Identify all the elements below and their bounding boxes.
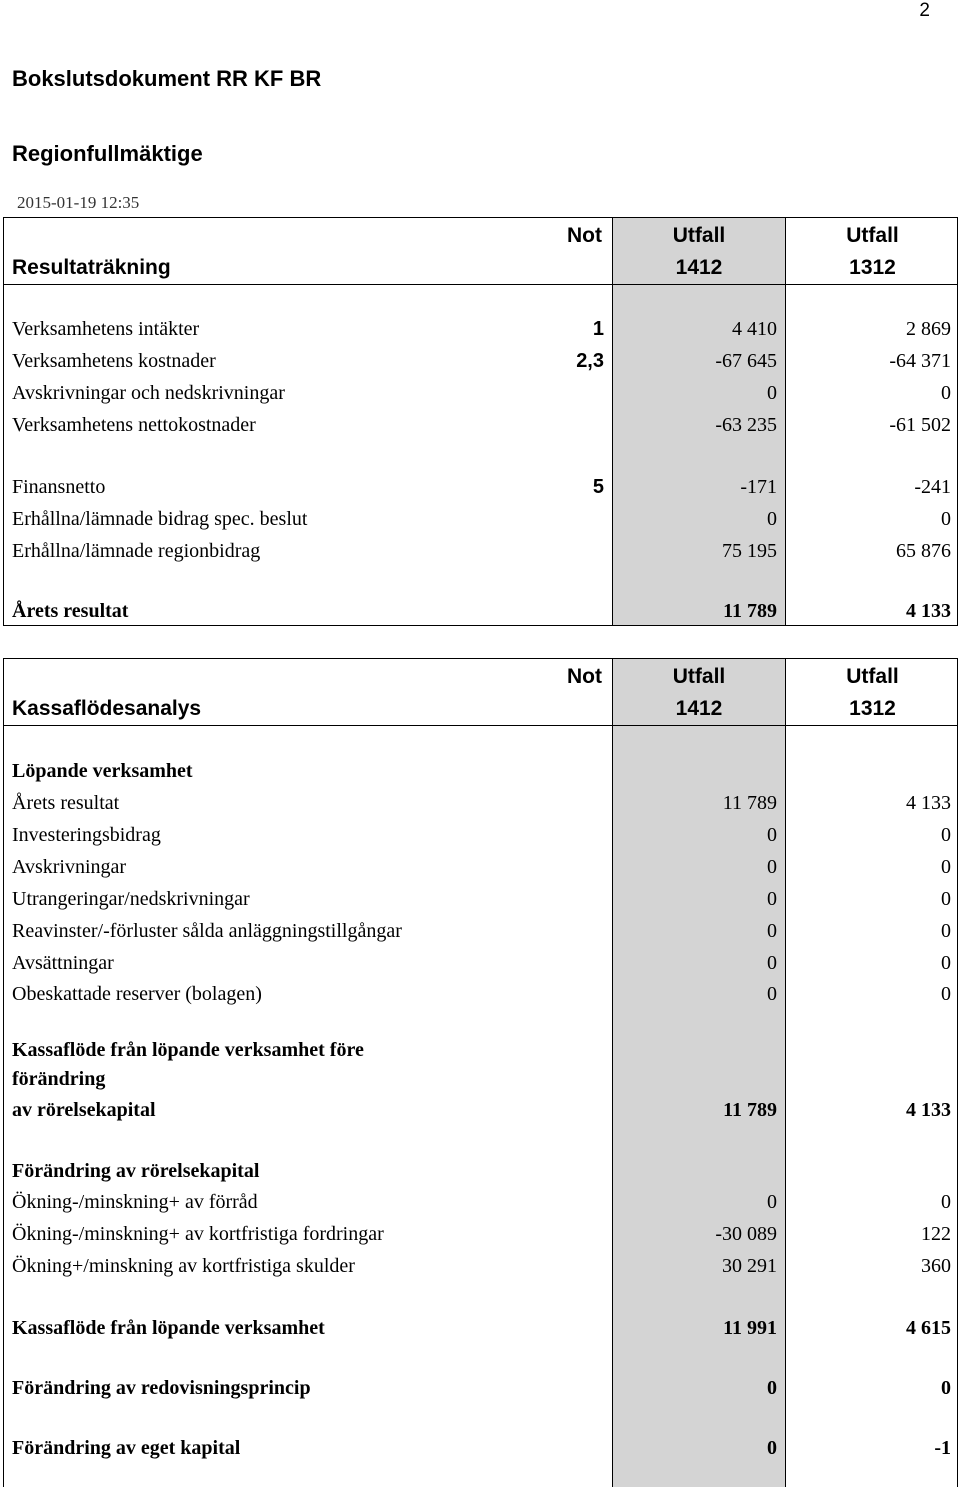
document-subtitle: Regionfullmäktige — [12, 141, 203, 166]
row-value-1312: 0 — [941, 382, 951, 404]
document-title: Bokslutsdokument RR KF BR — [12, 66, 322, 91]
row-value-1412: 30 291 — [722, 1255, 777, 1277]
subheading-row — [4, 1034, 957, 1066]
row-note: 1 — [592, 318, 604, 340]
row-label: Utrangeringar/nedskrivningar — [12, 888, 250, 910]
row-label: Kassaflöde från löpande verksamhet före — [12, 1039, 364, 1061]
row-value-1412: 0 — [767, 920, 777, 942]
col2-label: Utfall — [846, 665, 899, 688]
row-value-1312: 0 — [941, 824, 951, 846]
header-separator — [4, 725, 957, 726]
row-value-1312: 0 — [941, 920, 951, 942]
row-value-1312: 4 133 — [906, 600, 951, 622]
table-row — [4, 851, 957, 883]
row-label: Förändring av redovisningsprincip — [12, 1377, 311, 1399]
table-row — [4, 313, 957, 345]
table-row — [4, 1250, 957, 1282]
row-note: 2,3 — [576, 350, 604, 372]
row-label: Verksamhetens intäkter — [12, 318, 200, 340]
row-label: Årets resultat — [12, 600, 129, 622]
total-row — [4, 1312, 957, 1344]
table-row — [4, 1186, 957, 1218]
row-note: 5 — [592, 476, 604, 498]
row-label: Investeringsbidrag — [12, 824, 161, 846]
row-value-1312: 4 133 — [906, 1099, 951, 1121]
col2-label: Utfall — [846, 224, 899, 247]
table-row — [4, 883, 957, 915]
row-value-1312: 0 — [941, 952, 951, 974]
table-row — [4, 409, 957, 441]
row-value-1312: 4 615 — [906, 1317, 951, 1339]
section-title: Kassaflödesanalys — [12, 697, 202, 720]
section-title: Resultaträkning — [12, 256, 171, 279]
row-label: Avskrivningar och nedskrivningar — [12, 382, 285, 404]
row-value-1412: 0 — [767, 824, 777, 846]
row-value-1412: 0 — [767, 983, 777, 1005]
document-timestamp: 2015-01-19 12:35 — [17, 193, 140, 212]
row-label: Förändring av rörelsekapital — [12, 1160, 260, 1182]
col2-period: 1312 — [849, 256, 896, 279]
table-row — [4, 471, 957, 503]
table-row — [4, 915, 957, 947]
row-value-1312: 2 869 — [906, 318, 951, 340]
row-value-1312: 360 — [921, 1255, 951, 1277]
row-value-1412: -63 235 — [715, 414, 777, 436]
page-number: 2 — [919, 0, 930, 21]
col1-label: Utfall — [672, 665, 726, 688]
row-value-1412: 0 — [767, 952, 777, 974]
row-value-1412: 0 — [767, 856, 777, 878]
row-value-1412: 0 — [767, 1377, 777, 1399]
row-value-1312: 0 — [941, 856, 951, 878]
row-value-1412: 0 — [767, 1437, 777, 1459]
row-label: förändring — [12, 1068, 106, 1090]
subheading-row — [4, 1063, 957, 1095]
row-value-1312: -1 — [934, 1437, 951, 1459]
row-value-1412: 0 — [767, 888, 777, 910]
row-label: av rörelsekapital — [12, 1099, 156, 1121]
row-value-1412: -171 — [740, 476, 777, 498]
row-value-1312: 4 133 — [906, 792, 951, 814]
header-separator — [4, 284, 957, 285]
row-value-1412: 0 — [767, 1191, 777, 1213]
row-value-1312: 122 — [921, 1223, 951, 1245]
row-value-1312: 0 — [941, 1191, 951, 1213]
col1-label: Utfall — [672, 224, 726, 247]
row-label: Ökning+/minskning av kortfristiga skulder — [12, 1255, 355, 1277]
total-row — [4, 1432, 957, 1464]
row-label: Förändring av eget kapital — [12, 1437, 241, 1459]
row-value-1412: 11 789 — [722, 792, 777, 814]
kassaflodesanalys-table — [3, 658, 958, 1487]
row-label: Verksamhetens nettokostnader — [12, 414, 256, 436]
row-label: Årets resultat — [12, 792, 120, 814]
row-label: Finansnetto — [12, 476, 106, 498]
subheading-row — [4, 1155, 957, 1187]
row-value-1412: 75 195 — [722, 540, 777, 562]
row-value-1412: -67 645 — [715, 350, 777, 372]
col-not-header: Not — [567, 665, 602, 688]
row-value-1412: 0 — [767, 508, 777, 530]
row-value-1412: 11 789 — [723, 600, 777, 622]
table-row — [4, 377, 957, 409]
row-value-1412: 11 991 — [723, 1317, 777, 1339]
col1-period: 1412 — [675, 697, 723, 720]
row-label: Kassaflöde från löpande verksamhet — [12, 1317, 325, 1339]
row-value-1312: -64 371 — [889, 350, 951, 372]
row-label: Verksamhetens kostnader — [12, 350, 216, 372]
subheading-row — [4, 755, 957, 787]
row-label: Löpande verksamhet — [12, 760, 193, 782]
row-value-1312: -241 — [914, 476, 951, 498]
row-label: Erhållna/lämnade regionbidrag — [12, 540, 261, 562]
total-row — [4, 1094, 957, 1126]
row-label: Obeskattade reserver (bolagen) — [12, 983, 262, 1005]
col1-period: 1412 — [675, 256, 723, 279]
row-value-1312: 0 — [941, 983, 951, 1005]
row-label: Ökning-/minskning+ av förråd — [12, 1191, 258, 1213]
row-label: Avskrivningar — [12, 856, 127, 878]
row-label: Ökning-/minskning+ av kortfristiga fordringar — [12, 1223, 384, 1245]
row-value-1412: 0 — [767, 382, 777, 404]
row-value-1312: 0 — [941, 1377, 951, 1399]
row-label: Avsättningar — [12, 952, 114, 974]
table-row — [4, 345, 957, 377]
table-row — [4, 787, 957, 819]
row-value-1412: 11 789 — [723, 1099, 777, 1121]
resultatrakning-table — [3, 217, 958, 626]
row-value-1312: -61 502 — [889, 414, 951, 436]
table-row — [4, 947, 957, 979]
total-row — [4, 595, 957, 627]
col2-period: 1312 — [849, 697, 896, 720]
row-label: Erhållna/lämnade bidrag spec. beslut — [12, 508, 308, 530]
row-value-1412: -30 089 — [715, 1223, 777, 1245]
row-value-1312: 65 876 — [896, 540, 951, 562]
table-row — [4, 1218, 957, 1250]
total-row — [4, 1372, 957, 1404]
table-row — [4, 819, 957, 851]
col-not-header: Not — [567, 224, 602, 247]
row-value-1412: 4 410 — [732, 318, 777, 340]
row-value-1312: 0 — [941, 508, 951, 530]
table-row — [4, 503, 957, 535]
row-label: Reavinster/-förluster sålda anläggningstillgångar — [12, 920, 402, 942]
table-row — [4, 978, 957, 1010]
table-row — [4, 535, 957, 567]
row-value-1312: 0 — [941, 888, 951, 910]
